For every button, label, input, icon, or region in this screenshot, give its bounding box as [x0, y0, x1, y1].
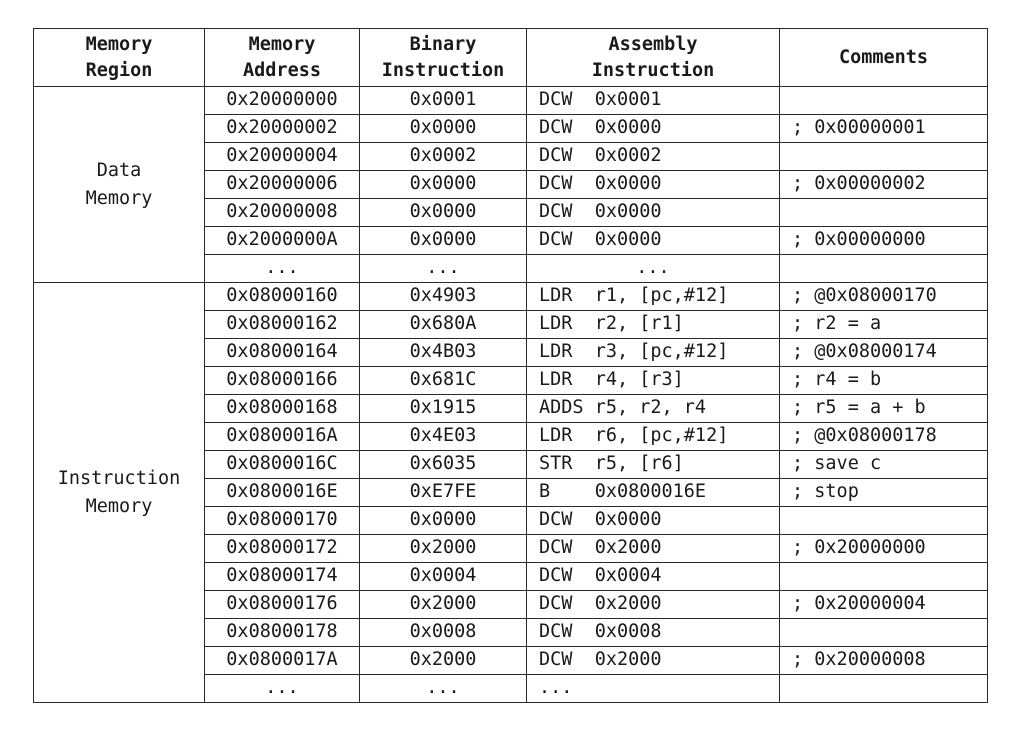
comment-cell [780, 143, 988, 171]
address-cell: 0x08000172 [205, 535, 360, 563]
address-cell: 0x08000160 [205, 283, 360, 311]
binary-cell: 0xE7FE [360, 479, 527, 507]
region-data-memory [34, 87, 205, 283]
comment-cell: ; 0x20000004 [780, 591, 988, 619]
binary-cell: 0x2000 [360, 591, 527, 619]
comment-cell [780, 675, 988, 703]
memory-map-table [33, 28, 988, 703]
comment-cell: ; 0x00000002 [780, 171, 988, 199]
address-cell: 0x08000168 [205, 395, 360, 423]
header-row [34, 29, 988, 87]
assembly-cell: LDR r6, [pc,#12] [527, 423, 780, 451]
binary-cell: 0x4903 [360, 283, 527, 311]
assembly-cell: STR r5, [r6] [527, 451, 780, 479]
address-cell: 0x08000162 [205, 311, 360, 339]
binary-cell: 0x681C [360, 367, 527, 395]
comment-cell: ; save c [780, 451, 988, 479]
address-cell: 0x0800017A [205, 647, 360, 675]
assembly-cell: LDR r1, [pc,#12] [527, 283, 780, 311]
table-row [34, 87, 988, 115]
binary-cell: 0x0008 [360, 619, 527, 647]
binary-cell: 0x4E03 [360, 423, 527, 451]
comment-cell [780, 507, 988, 535]
assembly-cell: LDR r3, [pc,#12] [527, 339, 780, 367]
header-binary-instruction: Binary Instruction [360, 29, 527, 87]
binary-cell: 0x1915 [360, 395, 527, 423]
address-cell: ... [205, 255, 360, 283]
assembly-cell: DCW 0x2000 [527, 591, 780, 619]
binary-cell: 0x2000 [360, 535, 527, 563]
address-cell: 0x20000006 [205, 171, 360, 199]
assembly-cell: DCW 0x0001 [527, 87, 780, 115]
address-cell: 0x08000178 [205, 619, 360, 647]
binary-cell: 0x0001 [360, 87, 527, 115]
address-cell: 0x08000170 [205, 507, 360, 535]
assembly-cell: DCW 0x0002 [527, 143, 780, 171]
address-cell: 0x08000166 [205, 367, 360, 395]
binary-cell: 0x680A [360, 311, 527, 339]
binary-cell: ... [360, 255, 527, 283]
comment-cell [780, 199, 988, 227]
comment-cell: ; @0x08000170 [780, 283, 988, 311]
comment-cell: ; stop [780, 479, 988, 507]
address-cell: 0x0800016A [205, 423, 360, 451]
binary-cell: 0x0000 [360, 199, 527, 227]
assembly-cell: B 0x0800016E [527, 479, 780, 507]
address-cell: 0x0800016C [205, 451, 360, 479]
address-cell: 0x20000002 [205, 115, 360, 143]
binary-cell: 0x0000 [360, 115, 527, 143]
page-bottom-margin [0, 735, 1016, 744]
address-cell: 0x0800016E [205, 479, 360, 507]
address-cell: 0x08000176 [205, 591, 360, 619]
comment-cell: ; 0x20000000 [780, 535, 988, 563]
assembly-cell: DCW 0x0004 [527, 563, 780, 591]
header-memory-address: Memory Address [205, 29, 360, 87]
binary-cell: 0x0000 [360, 507, 527, 535]
binary-cell: 0x0004 [360, 563, 527, 591]
binary-cell: 0x2000 [360, 647, 527, 675]
address-cell: 0x08000174 [205, 563, 360, 591]
comment-cell: ; r4 = b [780, 367, 988, 395]
header-assembly-instruction: Assembly Instruction [527, 29, 780, 87]
address-cell: 0x20000008 [205, 199, 360, 227]
assembly-cell: DCW 0x2000 [527, 535, 780, 563]
region-data-memory-line: Memory [85, 187, 153, 209]
assembly-cell: ADDS r5, r2, r4 [527, 395, 780, 423]
region-instruction-memory-line: Instruction [57, 467, 181, 489]
assembly-cell: LDR r2, [r1] [527, 311, 780, 339]
assembly-cell: LDR r4, [r3] [527, 367, 780, 395]
address-cell: 0x08000164 [205, 339, 360, 367]
comment-cell: ; r5 = a + b [780, 395, 988, 423]
comment-cell [780, 87, 988, 115]
header-memory-region: Memory Region [34, 29, 205, 87]
assembly-cell: DCW 0x0000 [527, 199, 780, 227]
binary-cell: 0x6035 [360, 451, 527, 479]
assembly-cell: ... [527, 675, 780, 703]
table-row [34, 283, 988, 311]
header-comments: Comments [780, 29, 988, 87]
binary-cell: 0x0002 [360, 143, 527, 171]
region-instruction-memory [34, 283, 205, 703]
comment-cell: ; 0x00000001 [780, 115, 988, 143]
binary-cell: 0x0000 [360, 227, 527, 255]
assembly-cell: DCW 0x0008 [527, 619, 780, 647]
binary-cell: ... [360, 675, 527, 703]
assembly-cell: DCW 0x0000 [527, 171, 780, 199]
region-instruction-memory-line: Memory [85, 495, 153, 517]
comment-cell: ; @0x08000174 [780, 339, 988, 367]
address-cell: ... [205, 675, 360, 703]
assembly-cell: DCW 0x0000 [527, 507, 780, 535]
comment-cell [780, 563, 988, 591]
comment-cell: ; r2 = a [780, 311, 988, 339]
assembly-cell: DCW 0x0000 [527, 227, 780, 255]
assembly-cell: ... [527, 255, 780, 283]
address-cell: 0x20000004 [205, 143, 360, 171]
region-data-memory-line: Data [96, 159, 142, 181]
comment-cell [780, 255, 988, 283]
comment-cell: ; 0x20000008 [780, 647, 988, 675]
address-cell: 0x20000000 [205, 87, 360, 115]
assembly-cell: DCW 0x0000 [527, 115, 780, 143]
binary-cell: 0x0000 [360, 171, 527, 199]
comment-cell: ; 0x00000000 [780, 227, 988, 255]
binary-cell: 0x4B03 [360, 339, 527, 367]
address-cell: 0x2000000A [205, 227, 360, 255]
comment-cell: ; @0x08000178 [780, 423, 988, 451]
assembly-cell: DCW 0x2000 [527, 647, 780, 675]
comment-cell [780, 619, 988, 647]
